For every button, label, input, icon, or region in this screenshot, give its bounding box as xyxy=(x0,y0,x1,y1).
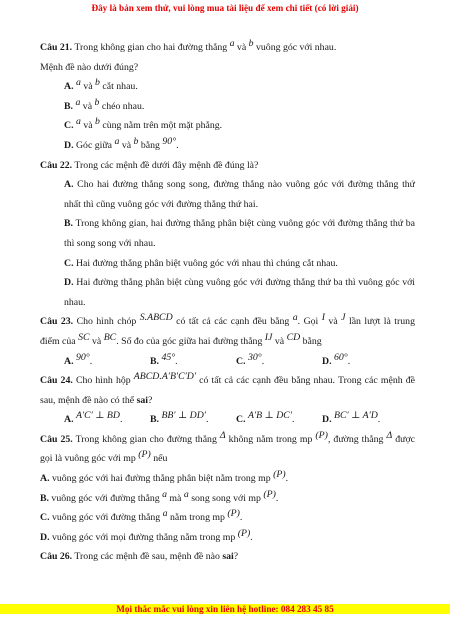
preview-header: Đây là bản xem thử, vui lòng mua tài liệu để xem chi tiết (có lời giải) xyxy=(91,3,359,13)
option-c: C. 30°. xyxy=(236,351,265,367)
question-26: Câu 26. Trong các mệnh đề sau, mệnh đề nào sai? xyxy=(40,551,239,563)
question-21: Câu 21. Trong không gian cho hai đường thẳng a và b vuông góc với nhau. xyxy=(40,38,337,53)
option-b: B. Trong không gian, hai đường thẳng phân biệt cùng vuông góc với đường thẳng thứ ba thì song song với nhau. xyxy=(64,218,415,249)
option-d: D. vuông góc với mọi đường thẳng nằm trong mp (P). xyxy=(40,527,253,543)
option-b: B. BB′ ⊥ DD′. xyxy=(150,410,209,426)
option-b: B. vuông góc với đường thẳng a mà a song song với mp (P). xyxy=(40,488,279,504)
option-d: D. Góc giữa a và b bằng 90°. xyxy=(64,135,179,151)
option-a: A. vuông góc với hai đường thẳng phân biệt nằm trong mp (P). xyxy=(40,469,289,485)
option-d: D. Hai đường thẳng phân biệt cùng vuông góc với đường thẳng thứ ba thì vuông góc với nhau. xyxy=(64,277,415,308)
question-25: Câu 25. Trong không gian cho đường thẳng Δ không nằm trong mp (P), đường thẳng Δ được gọi là vuông góc với mp (P) nếu xyxy=(40,429,415,465)
hotline-footer: Mọi thắc mắc vui lòng xin liên hệ hotline: 084 283 45 85 xyxy=(0,604,450,614)
option-b: B. 45°. xyxy=(150,351,178,367)
option-a: A. 90°. xyxy=(64,351,93,367)
option-a: A. Cho hai đường thẳng song song, đường thẳng nào vuông góc với đường thẳng thứ nhất thì cũng vuông góc với đường thẳng thứ hai. xyxy=(64,179,415,210)
option-d: D. 60°. xyxy=(322,351,351,367)
question-label: Câu 21. xyxy=(40,42,73,53)
options-row-23 xyxy=(64,352,415,372)
question-24: Câu 24. Cho hình hộp ABCD.A′B′C′D′ có tất cả các cạnh đều bằng nhau. Trong các mệnh đề sau, mệnh đề nào có thể sai? xyxy=(40,371,416,406)
question-23: Câu 23. Cho hình chóp S.ABCD có tất cả các cạnh đều bằng a. Gọi I và J lần lượt là trung điểm của SC và BC. Số đo của góc giữa hai đường thẳng IJ và CD bằng xyxy=(40,312,415,347)
question-21-line2: Mệnh đề nào dưới đúng? xyxy=(40,61,139,73)
option-c: C. a và b cùng nằm trên một mặt phẳng. xyxy=(64,116,223,132)
option-a: A. A′C′ ⊥ BD. xyxy=(64,410,123,426)
question-22: Câu 22. Trong các mệnh đề dưới đây mệnh đề đúng là? xyxy=(40,159,259,171)
content xyxy=(40,38,415,567)
option-c: C. Hai đường thẳng phân biệt vuông góc với nhau thì chúng cắt nhau. xyxy=(64,257,338,269)
option-d: D. BC′ ⊥ A′D. xyxy=(322,410,381,426)
option-c: C. A′B ⊥ DC′. xyxy=(236,410,295,426)
option-c: C. vuông góc với đường thẳng a nằm trong mp (P). xyxy=(40,508,243,524)
options-row-24 xyxy=(64,410,415,430)
option-b: B. a và b chéo nhau. xyxy=(64,96,145,112)
option-a: A. a và b cắt nhau. xyxy=(64,77,138,93)
